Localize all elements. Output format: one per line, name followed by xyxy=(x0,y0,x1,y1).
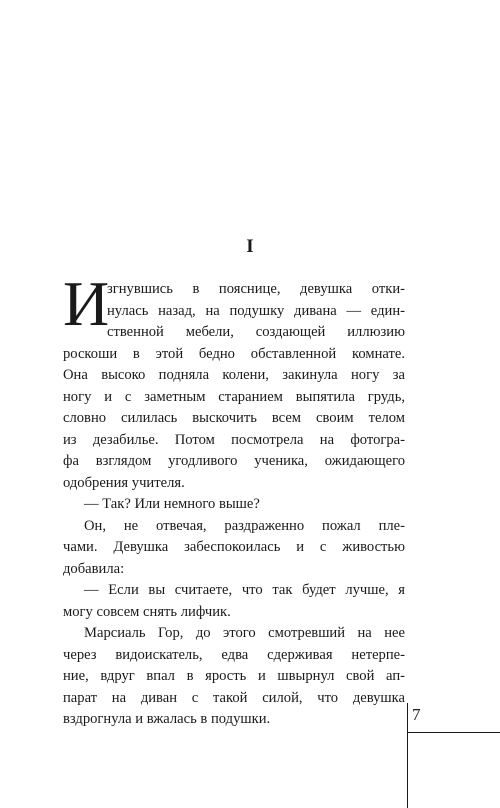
text-line: ногу и с заметным старанием выпятила грудь, xyxy=(63,388,405,405)
dialogue-line: могу совсем снять лифчик. xyxy=(63,603,231,620)
text-line: одобрения учителя. xyxy=(63,474,185,491)
chapter-number: I xyxy=(246,236,254,257)
text-line: Она высоко подняла колени, закинула ногу за xyxy=(63,367,405,383)
body-text xyxy=(63,279,405,731)
text-line: ственной мебели, создающей иллюзию xyxy=(107,324,405,340)
dialogue-line: — Если вы считаете, что так будет лучше, я xyxy=(84,582,405,598)
text-line: добавила: xyxy=(63,560,125,577)
page-corner-rule-horizontal xyxy=(408,732,500,733)
text-line: словно силилась выскочить всем своим телом xyxy=(63,410,405,426)
text-line: фа взглядом угодливого ученика, ожидающего xyxy=(63,453,405,469)
dialogue-line: — Так? Или немного выше? xyxy=(84,496,260,512)
text-line: парат на диван с такой силой, что девушка xyxy=(63,689,405,706)
text-line: нулась назад, на подушку дивана — един- xyxy=(107,302,405,319)
text-line: ние, вдруг впал в ярость и швырнул свой ап- xyxy=(63,668,405,684)
text-line: из дезабилье. Потом посмотрела на фотогра- xyxy=(63,431,405,448)
drop-cap: И xyxy=(63,268,110,339)
text-line: вздрогнула и вжалась в подушки. xyxy=(63,711,271,727)
text-line: Он, не отвечая, раздраженно пожал пле- xyxy=(84,517,405,534)
page-number: 7 xyxy=(412,705,421,724)
text-line: чами. Девушка забеспокоилась и с живостью xyxy=(63,539,405,555)
text-line: роскоши в этой бедно обставленной комнате. xyxy=(63,345,405,362)
text-line: через видоискатель, едва сдерживая нетерпе- xyxy=(63,646,405,663)
text-line: Марсиаль Гор, до этого смотревший на нее xyxy=(84,625,405,641)
page-corner-rule-vertical xyxy=(407,703,408,808)
text-line: згнувшись в пояснице, девушка отки- xyxy=(107,281,405,297)
